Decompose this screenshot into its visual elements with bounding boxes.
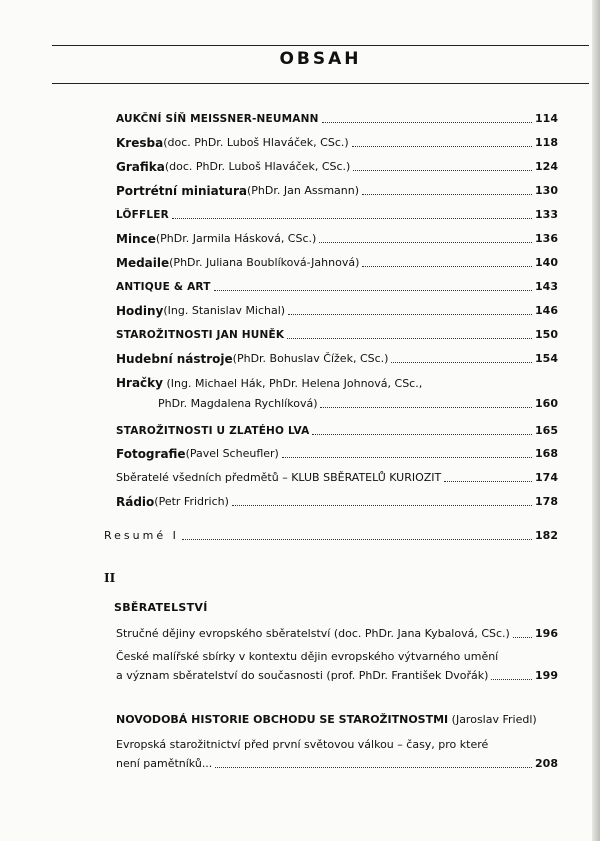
- toc-entry: [116, 304, 558, 318]
- leader-dots: [215, 767, 532, 768]
- leader-dots: [320, 407, 532, 408]
- toc-entry: [116, 184, 558, 198]
- entry-title: Hračky: [116, 376, 163, 390]
- entry-text: a význam sběratelství do současnosti (prof. PhDr. František Dvořák): [116, 669, 489, 682]
- page-title: OBSAH: [279, 49, 362, 69]
- entry-title: Mince: [116, 232, 156, 246]
- entry-page: 114: [535, 112, 558, 125]
- entry-author: (Petr Fridrich): [154, 495, 229, 508]
- entry-title: Medaile: [116, 256, 170, 270]
- entry-page: 130: [535, 184, 558, 197]
- title-rule: [52, 83, 589, 84]
- entry-page: 174: [535, 471, 558, 484]
- toc-entry: [116, 424, 558, 438]
- leader-dots: [362, 266, 532, 267]
- entry-title: Grafika: [116, 160, 165, 174]
- entry-author: PhDr. Magdalena Rychlíková): [158, 397, 318, 410]
- entry-page: 136: [535, 232, 558, 245]
- toc-entry: [116, 447, 558, 461]
- leader-dots: [182, 539, 532, 540]
- entry-title: Kresba: [116, 136, 164, 150]
- entry-page: 146: [535, 304, 558, 317]
- entry-page: 133: [535, 208, 558, 221]
- toc-entry-line: České malířské sbírky v kontextu dějin evropského výtvarného umění: [116, 650, 499, 663]
- leader-dots: [391, 362, 532, 363]
- toc-entry: [116, 471, 558, 485]
- toc-entry: [116, 280, 558, 294]
- entry-text: není pamětníků...: [116, 757, 213, 770]
- toc-entry: [116, 328, 558, 342]
- toc-entry: [116, 495, 558, 509]
- toc-entry-multiline: [116, 376, 422, 391]
- entry-title: STAROŽITNOSTI U ZLATÉHO LVA: [116, 425, 310, 437]
- entry-page: 160: [535, 397, 558, 410]
- entry-author: (Ing. Stanislav Michal): [163, 304, 286, 317]
- leader-dots: [287, 338, 532, 339]
- entry-page: 165: [535, 424, 558, 437]
- entry-page: 208: [535, 757, 558, 770]
- toc-entry-line: Evropská starožitnictví před první světovou válkou – časy, pro které: [116, 738, 489, 751]
- entry-title: ANTIQUE & ART: [116, 281, 211, 293]
- entry-text: Stručné dějiny evropského sběratelství (doc. PhDr. Jana Kybalová, CSc.): [116, 627, 510, 640]
- entry-author: (Ing. Michael Hák, PhDr. Helena Johnová, CSc.,: [162, 377, 423, 390]
- toc-entry: [116, 112, 558, 126]
- leader-dots: [214, 290, 532, 291]
- part-number: II: [104, 571, 116, 585]
- entry-title: Portrétní miniatura: [116, 184, 247, 198]
- entry-author: (PhDr. Jarmila Hásková, CSc.): [155, 232, 317, 245]
- entry-title: LÖFFLER: [116, 209, 169, 221]
- entry-author: (PhDr. Bohuslav Čížek, CSc.): [232, 352, 389, 365]
- entry-page: 124: [535, 160, 558, 173]
- leader-dots: [444, 481, 532, 482]
- section-heading-row: [116, 713, 537, 727]
- entry-author: (Pavel Scheufler): [185, 447, 279, 460]
- toc-entry: [116, 627, 558, 641]
- section-heading: SBĚRATELSTVÍ: [114, 601, 208, 614]
- resume-page: 182: [535, 529, 558, 542]
- toc-entry-continuation: [158, 397, 558, 411]
- toc-entry: [116, 136, 558, 150]
- entry-page: 168: [535, 447, 558, 460]
- entry-title: AUKČNÍ SÍŇ MEISSNER-NEUMANN: [116, 113, 319, 125]
- entry-author: (doc. PhDr. Luboš Hlaváček, CSc.): [164, 160, 351, 173]
- toc-entry: [116, 352, 558, 366]
- entry-page: 154: [535, 352, 558, 365]
- entry-title: Rádio: [116, 495, 155, 509]
- entry-title: Hodiny: [116, 304, 164, 318]
- toc-entry: [116, 757, 558, 771]
- leader-dots: [322, 122, 532, 123]
- leader-dots: [312, 434, 532, 435]
- toc-entry: [116, 208, 558, 222]
- section-author: (Jaroslav Friedl): [448, 713, 537, 726]
- entry-page: 143: [535, 280, 558, 293]
- entry-author: (doc. PhDr. Luboš Hlaváček, CSc.): [163, 136, 349, 149]
- resume-label: Resumé I: [104, 529, 179, 542]
- toc-entry: [116, 669, 558, 683]
- leader-dots: [232, 505, 532, 506]
- toc-entry: [116, 256, 558, 270]
- leader-dots: [282, 457, 532, 458]
- leader-dots: [319, 242, 532, 243]
- entry-page: 140: [535, 256, 558, 269]
- entry-author: (PhDr. Jan Assmann): [247, 184, 360, 197]
- entry-page: 178: [535, 495, 558, 508]
- entry-author: (PhDr. Juliana Boublíková-Jahnová): [169, 256, 360, 269]
- entry-title: Hudební nástroje: [116, 352, 233, 366]
- leader-dots: [288, 314, 532, 315]
- leader-dots: [353, 170, 532, 171]
- leader-dots: [513, 637, 532, 638]
- leader-dots: [362, 194, 532, 195]
- page-edge-shadow: [592, 0, 600, 841]
- leader-dots: [352, 146, 532, 147]
- entry-title: STAROŽITNOSTI JAN HUNĚK: [116, 329, 285, 341]
- top-rule: [52, 45, 589, 46]
- entry-page: 196: [535, 627, 558, 640]
- entry-title: Fotografie: [116, 447, 186, 461]
- section-heading: NOVODOBÁ HISTORIE OBCHODU SE STAROŽITNOSTMI: [116, 713, 449, 726]
- toc-entry: [116, 160, 558, 174]
- toc-entry: [116, 232, 558, 246]
- entry-page: 150: [535, 328, 558, 341]
- entry-author: Sběratelé všedních předmětů – KLUB SBĚRATELŮ KURIOZIT: [116, 471, 442, 484]
- entry-page: 199: [535, 669, 558, 682]
- entry-page: 118: [535, 136, 558, 149]
- leader-dots: [172, 218, 532, 219]
- leader-dots: [491, 679, 532, 680]
- resume-entry: [104, 529, 558, 543]
